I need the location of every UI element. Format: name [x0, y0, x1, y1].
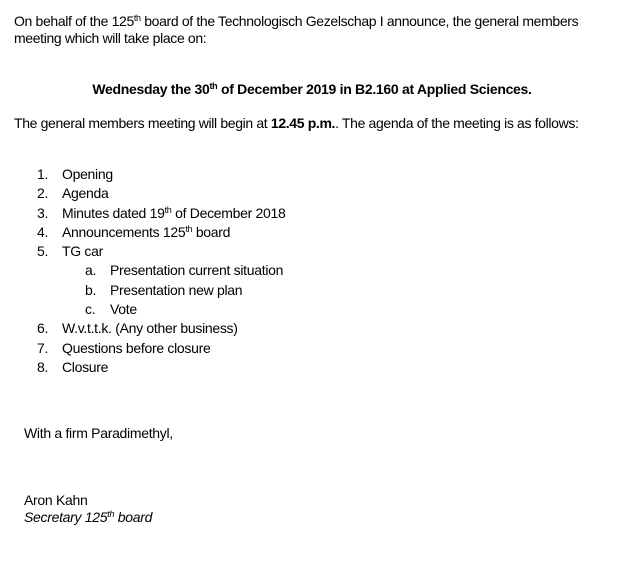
agenda-item-text: Minutes dated 19: [62, 204, 165, 221]
agenda-item-number: 6.: [37, 320, 49, 337]
agenda-item: [37, 339, 285, 358]
agenda-subitem-text: Presentation current situation: [110, 262, 284, 279]
intro-paragraph: [14, 13, 614, 47]
agenda-item: [37, 242, 285, 261]
agenda-item-text-cont: board: [192, 223, 231, 240]
agenda-item-number: 2.: [37, 185, 49, 202]
intro-superscript: th: [133, 13, 141, 23]
event-superscript: th: [209, 81, 218, 91]
agenda-item-text: Announcements 125: [62, 223, 186, 240]
signatory-role-text-cont: board: [114, 509, 153, 525]
intro-text-2: board of the Technologisch Gezelschap I announce, the general members meeting which will take place on:: [14, 13, 579, 46]
agenda-item: [37, 358, 285, 377]
agenda-subitem-letter: c.: [85, 301, 96, 318]
agenda-subitem-letter: a.: [85, 262, 97, 279]
agenda-item: [37, 319, 285, 338]
agenda-subitem: [37, 261, 285, 280]
agenda-item-superscript: th: [164, 204, 172, 215]
signatory-role-text: Secretary 125: [24, 509, 108, 525]
agenda-item: [37, 184, 285, 203]
agenda-item-number: 4.: [37, 223, 49, 240]
agenda-subitem-text: Vote: [110, 301, 137, 318]
agenda-item-number: 8.: [37, 358, 49, 375]
agenda-list: [37, 165, 285, 377]
agenda-item-number: 3.: [37, 204, 49, 221]
intro-text-1: On behalf of the 125: [14, 13, 134, 29]
agenda-item-text: W.v.t.t.k. (Any other business): [62, 320, 238, 337]
agenda-item-text: TG car: [62, 243, 103, 260]
start-text-1: The general members meeting will begin at: [14, 115, 271, 131]
agenda-item-text: Agenda: [62, 185, 109, 202]
event-text-1: Wednesday the 30: [92, 81, 210, 97]
agenda-item-text-cont: of December 2018: [171, 204, 286, 221]
agenda-item: [37, 223, 285, 242]
start-text-2: . The agenda of the meeting is as follows:: [335, 115, 579, 131]
agenda-item-text: Closure: [62, 358, 109, 375]
signatory-name: Aron Kahn: [24, 492, 88, 508]
agenda-item: [37, 204, 285, 223]
agenda-item-number: 7.: [37, 339, 49, 356]
closing-line: With a firm Paradimethyl,: [24, 425, 173, 441]
agenda-item-superscript: th: [185, 223, 193, 234]
signatory-role-superscript: th: [107, 509, 115, 519]
start-time-paragraph: [14, 115, 579, 132]
agenda-subitem-letter: b.: [85, 281, 97, 298]
agenda-item: [37, 165, 285, 184]
event-line: [0, 81, 624, 98]
agenda-item-number: 5.: [37, 243, 49, 260]
signatory-role: [24, 509, 152, 526]
agenda-subitem: [37, 300, 285, 319]
agenda-item-number: 1.: [37, 166, 49, 182]
agenda-subitem: [37, 281, 285, 300]
agenda-item-text: Opening: [62, 166, 113, 182]
start-time: 12.45 p.m.: [270, 115, 336, 131]
agenda-subitem-text: Presentation new plan: [110, 281, 243, 298]
agenda-item-text: Questions before closure: [62, 339, 211, 356]
event-text-2: of December 2019 in B2.160 at Applied Sciences.: [217, 81, 532, 97]
